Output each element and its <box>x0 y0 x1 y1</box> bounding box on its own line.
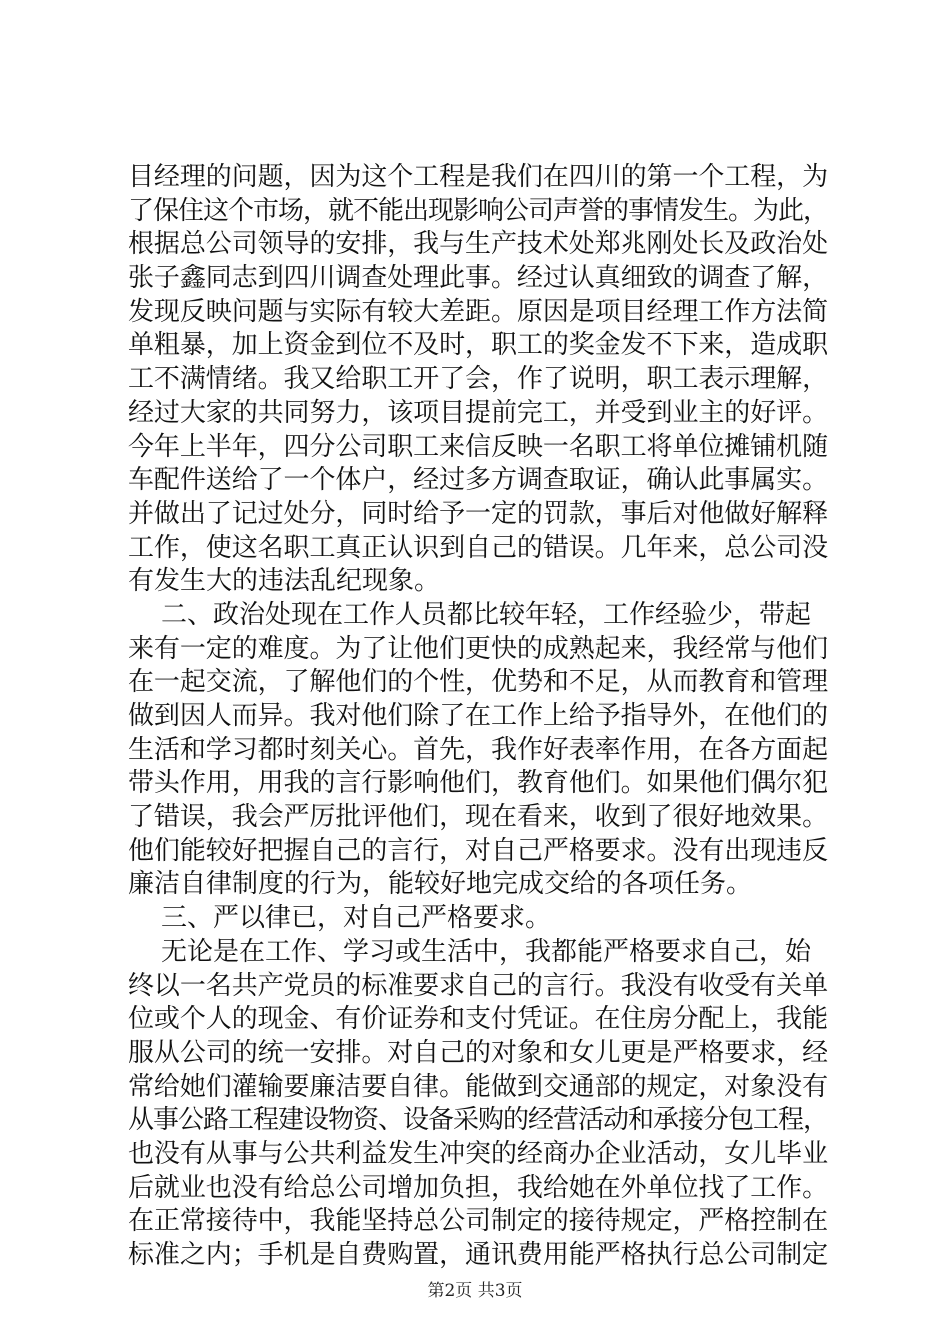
body-text-line: 单粗暴，加上资金到位不及时，职工的奖金发不下来，造成职 <box>128 330 829 361</box>
body-text-line: 在一起交流，了解他们的个性，优势和不足，从而教育和管理 <box>128 667 829 698</box>
body-text-line: 三、严以律已，对自己严格要求。 <box>128 903 552 934</box>
body-text-line: 发现反映问题与实际有较大差距。原因是项目经理工作方法简 <box>128 296 829 327</box>
body-text-line: 位或个人的现金、有价证券和支付凭证。在住房分配上，我能 <box>128 1004 829 1035</box>
body-text-line: 有发生大的违法乱纪现象。 <box>128 566 441 597</box>
body-text-line: 廉洁自律制度的行为，能较好地完成交给的各项任务。 <box>128 869 753 900</box>
body-text-line: 在正常接待中，我能坚持总公司制定的接待规定，严格控制在 <box>128 1206 829 1237</box>
body-text-line: 经过大家的共同努力，该项目提前完工，并受到业主的好评。 <box>128 397 829 428</box>
body-text-line: 来有一定的难度。为了让他们更快的成熟起来，我经常与他们 <box>128 633 829 664</box>
body-text-line: 工不满情绪。我又给职工开了会，作了说明，职工表示理解， <box>128 364 829 395</box>
body-text-line: 工作，使这名职工真正认识到自己的错误。几年来，总公司没 <box>128 532 829 563</box>
body-text-line: 根据总公司领导的安排，我与生产技术处郑兆刚处长及政治处 <box>128 229 829 260</box>
document-body <box>128 161 828 1273</box>
body-text-line: 了保住这个市场，就不能出现影响公司声誉的事情发生。为此， <box>128 195 829 226</box>
body-text-line: 并做出了记过处分，同时给予一定的罚款，事后对他做好解释 <box>128 498 829 529</box>
body-text-line: 服从公司的统一安排。对自己的对象和女儿更是严格要求，经 <box>128 1037 829 1068</box>
body-text-line: 目经理的问题，因为这个工程是我们在四川的第一个工程，为 <box>128 162 829 192</box>
body-text-line: 二、政治处现在工作人员都比较年轻，工作经验少，带起 <box>128 599 812 630</box>
body-text-line: 带头作用，用我的言行影响他们，教育他们。如果他们偶尔犯 <box>128 768 829 799</box>
body-text-line: 了错误，我会严厉批评他们，现在看来，收到了很好地效果。 <box>128 802 829 833</box>
body-text-line: 张子鑫同志到四川调查处理此事。经过认真细致的调查了解， <box>128 263 829 294</box>
body-text-line: 从事公路工程建设物资、设备采购的经营活动和承接分包工程， <box>128 1105 829 1136</box>
body-text-line: 常给她们灌输要廉洁要自律。能做到交通部的规定，对象没有 <box>128 1071 829 1102</box>
body-text-line: 做到因人而异。我对他们除了在工作上给予指导外，在他们的 <box>128 701 829 731</box>
page-footer: 第2页 共3页 <box>427 1281 523 1301</box>
body-text-line: 无论是在工作、学习或生活中，我都能严格要求自己，始 <box>128 936 812 967</box>
body-text-line: 车配件送给了一个体户，经过多方调查取证，确认此事属实。 <box>128 465 829 496</box>
body-text-line: 生活和学习都时刻关心。首先，我作好表率作用，在各方面起 <box>128 734 829 765</box>
body-text-line: 也没有从事与公共利益发生冲突的经商办企业活动，女儿毕业 <box>128 1138 829 1169</box>
body-text-line: 他们能较好把握自己的言行，对自己严格要求。没有出现违反 <box>128 835 829 866</box>
body-text-line: 今年上半年，四分公司职工来信反映一名职工将单位摊铺机随 <box>128 431 829 462</box>
body-text-line: 终以一名共产党员的标准要求自己的言行。我没有收受有关单 <box>128 970 829 1001</box>
body-text-line: 后就业也没有给总公司增加负担，我给她在外单位找了工作。 <box>128 1172 829 1203</box>
body-text-line: 标准之内；手机是自费购置，通讯费用能严格执行总公司制定 <box>128 1240 829 1270</box>
